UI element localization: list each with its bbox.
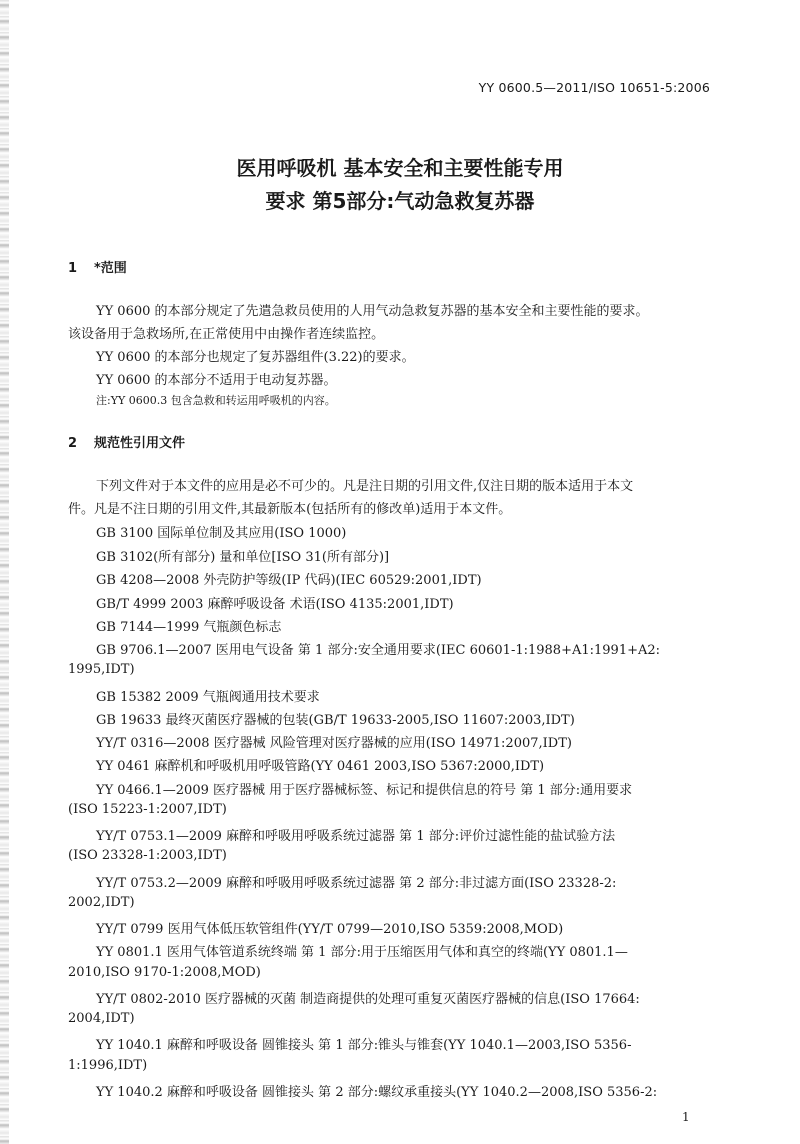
- section-1-heading: [68, 257, 127, 276]
- scope-note: 注:YY 0600.3 包含急救和转运用呼吸机的内容。: [96, 394, 336, 407]
- reference-entry-continuation: 2004,IDT): [68, 1011, 135, 1026]
- reference-entry: YY/T 0799 医用气体低压软管组件(YY/T 0799—2010,ISO 5359:2008,MOD): [96, 922, 564, 937]
- reference-entry: GB 7144—1999 气瓶颜色标志: [96, 620, 282, 635]
- document-title-line-2: 要求 第5部分:气动急救复苏器: [265, 189, 535, 213]
- reference-entry-continuation: 2010,ISO 9170-1:2008,MOD): [68, 965, 261, 980]
- section-number: 2: [68, 436, 78, 451]
- reference-entry: YY/T 0316—2008 医疗器械 风险管理对医疗器械的应用(ISO 14971:2007,IDT): [96, 736, 572, 751]
- section-title: *范围: [94, 261, 127, 276]
- reference-entry: YY/T 0753.2—2009 麻醉和呼吸用呼吸系统过滤器 第 2 部分:非过滤方面(ISO 23328-2:: [96, 876, 617, 891]
- reference-intro-line: 下列文件对于本文件的应用是必不可少的。凡是注日期的引用文件,仅注日期的版本适用于本文: [96, 479, 634, 494]
- standard-number: YY 0600.5—2011/ISO 10651-5:2006: [478, 80, 710, 95]
- reference-entry: YY 1040.1 麻醉和呼吸设备 圆锥接头 第 1 部分:锥头与锥套(YY 1040.1—2003,ISO 5356-: [96, 1038, 632, 1053]
- reference-intro-line: 件。凡是不注日期的引用文件,其最新版本(包括所有的修改单)适用于本文件。: [68, 502, 512, 517]
- page-number: 1: [682, 1110, 690, 1124]
- reference-entry: YY 1040.2 麻醉和呼吸设备 圆锥接头 第 2 部分:螺纹承重接头(YY 1040.2—2008,ISO 5356-2:: [96, 1085, 658, 1100]
- reference-entry: GB 19633 最终灭菌医疗器械的包装(GB/T 19633-2005,ISO 11607:2003,IDT): [96, 713, 575, 728]
- reference-entry: GB 9706.1—2007 医用电气设备 第 1 部分:安全通用要求(IEC 60601-1:1988+A1:1991+A2:: [96, 643, 661, 658]
- reference-entry: GB 3100 国际单位制及其应用(ISO 1000): [96, 526, 347, 541]
- section-title: 规范性引用文件: [94, 436, 186, 451]
- reference-entry: GB/T 4999 2003 麻醉呼吸设备 术语(ISO 4135:2001,IDT): [96, 597, 454, 612]
- scope-paragraph: YY 0600 的本部分不适用于电动复苏器。: [96, 373, 337, 388]
- reference-entry-continuation: 1:1996,IDT): [68, 1058, 148, 1073]
- reference-entry-continuation: (ISO 15223-1:2007,IDT): [68, 802, 227, 817]
- reference-entry: GB 3102(所有部分) 量和单位[ISO 31(所有部分)]: [96, 550, 390, 565]
- scope-paragraph: 该设备用于急救场所,在正常使用中由操作者连续监控。: [68, 327, 385, 342]
- reference-entry: YY 0801.1 医用气体管道系统终端 第 1 部分:用于压缩医用气体和真空的终端(YY 0801.1—: [96, 945, 628, 960]
- reference-entry-continuation: 2002,IDT): [68, 895, 135, 910]
- section-number: 1: [68, 261, 78, 276]
- section-2-heading: [68, 432, 185, 451]
- document-title-line-1: 医用呼吸机 基本安全和主要性能专用: [236, 156, 564, 180]
- scope-paragraph: YY 0600 的本部分规定了先遣急救员使用的人用气动急救复苏器的基本安全和主要性能的要求。: [96, 304, 649, 319]
- reference-entry-continuation: (ISO 23328-1:2003,IDT): [68, 848, 227, 863]
- reference-entry: GB 4208—2008 外壳防护等级(IP 代码)(IEC 60529:2001,IDT): [96, 573, 482, 588]
- reference-entry: GB 15382 2009 气瓶阀通用技术要求: [96, 690, 320, 705]
- reference-entry-continuation: 1995,IDT): [68, 662, 135, 677]
- reference-entry: YY 0461 麻醉机和呼吸机用呼吸管路(YY 0461 2003,ISO 5367:2000,IDT): [96, 759, 545, 774]
- reference-entry: YY/T 0802-2010 医疗器械的灭菌 制造商提供的处理可重复灭菌医疗器械的信息(ISO 17664:: [96, 992, 640, 1007]
- reference-entry: YY 0466.1—2009 医疗器械 用于医疗器械标签、标记和提供信息的符号 第 1 部分:通用要求: [96, 783, 633, 798]
- reference-entry: YY/T 0753.1—2009 麻醉和呼吸用呼吸系统过滤器 第 1 部分:评价过滤性能的盐试验方法: [96, 829, 616, 844]
- scope-paragraph: YY 0600 的本部分也规定了复苏器组件(3.22)的要求。: [96, 350, 415, 365]
